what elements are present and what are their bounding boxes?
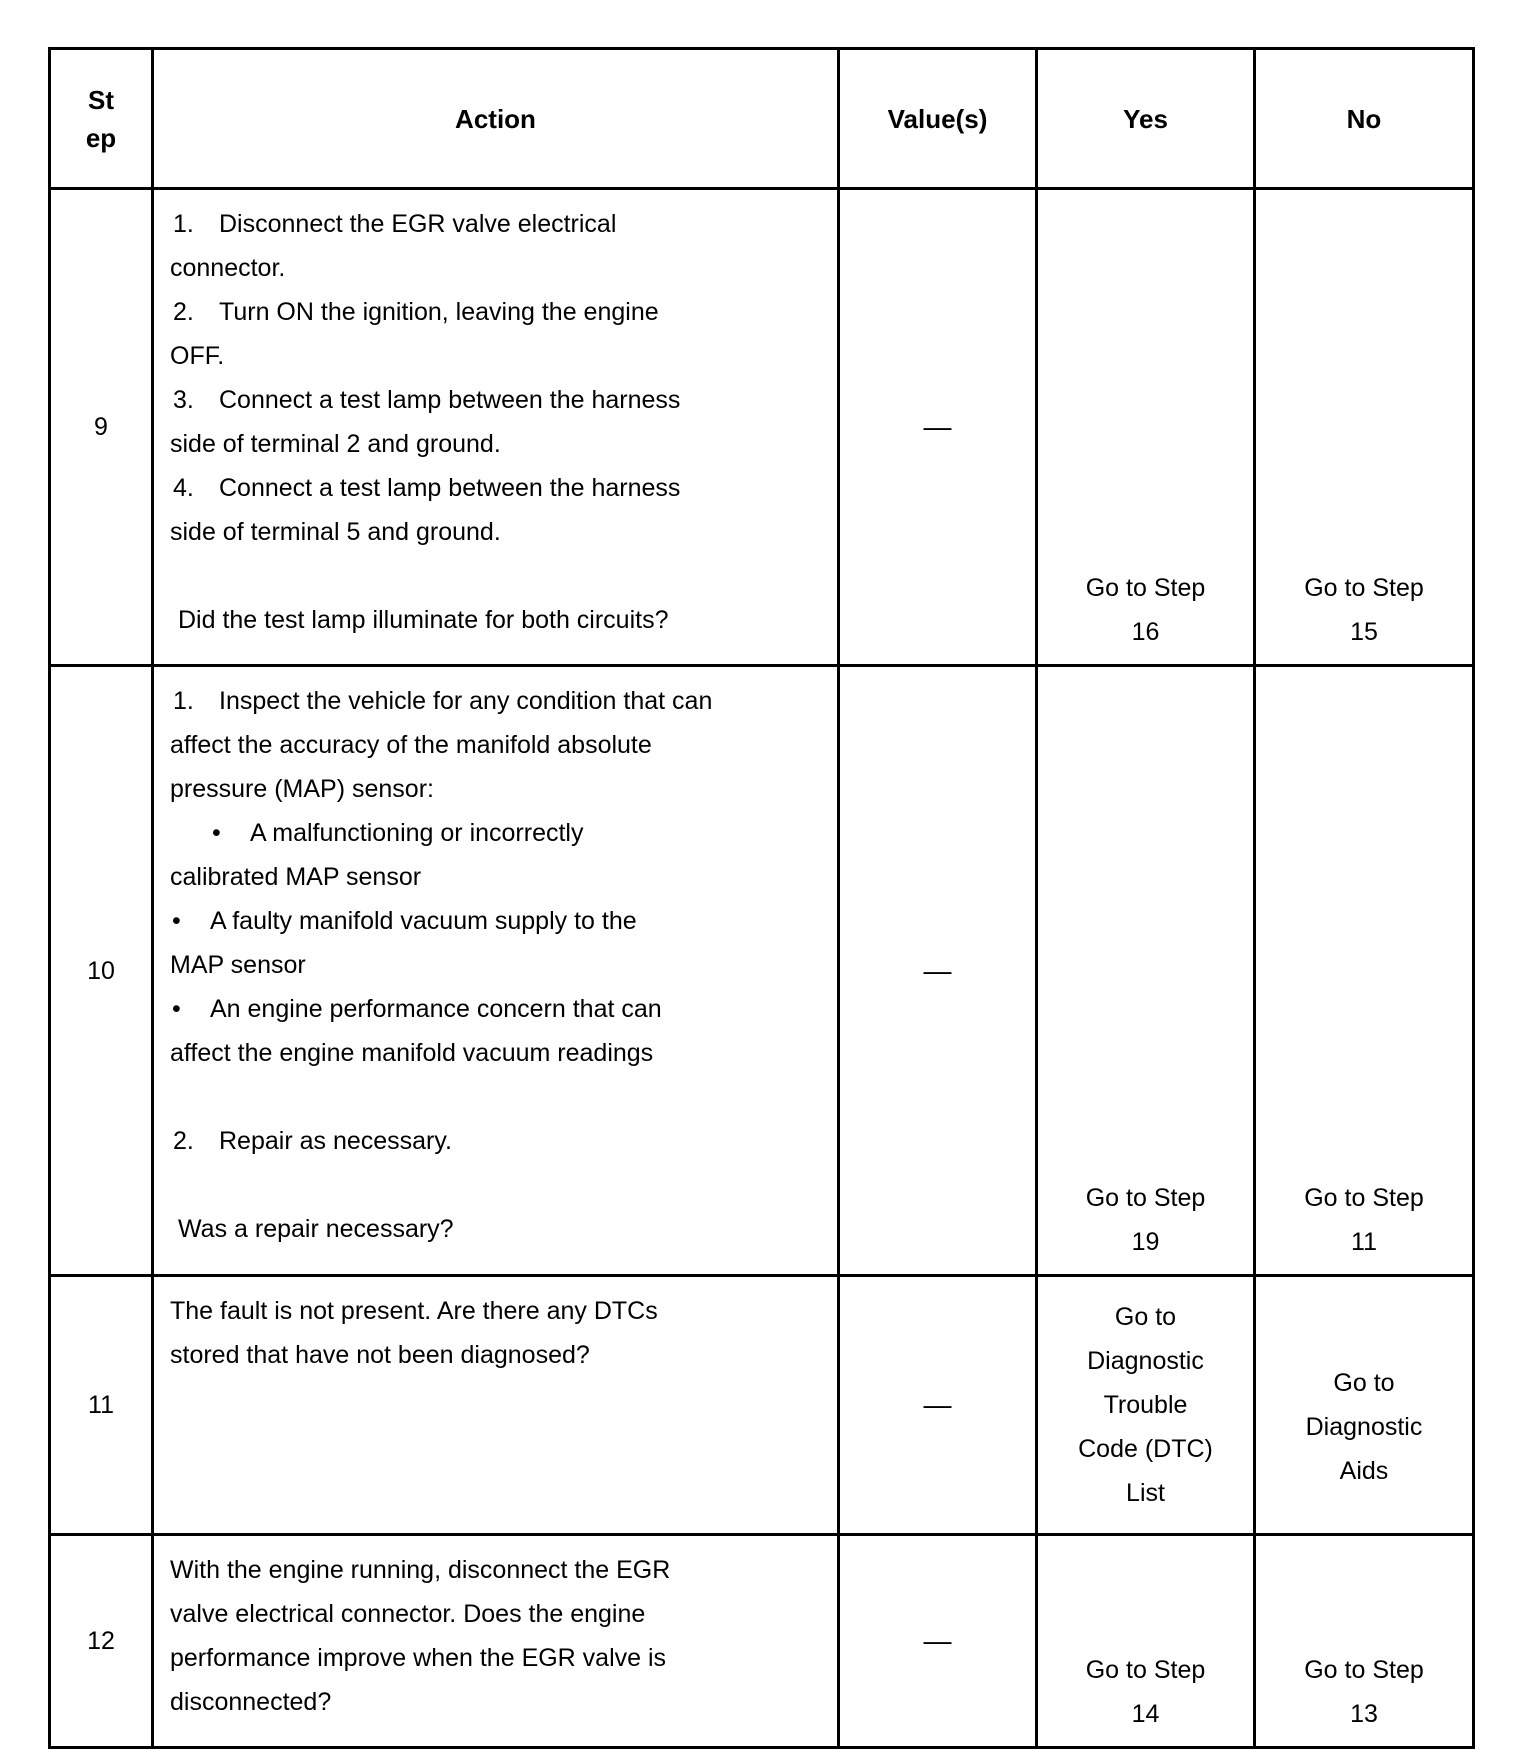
action-question: Did the test lamp illuminate for both circuits? xyxy=(178,606,669,634)
table-row-step-9 xyxy=(50,189,1474,666)
action-text-line: The fault is not present. Are there any DTCs xyxy=(170,1297,658,1325)
value-cell: — xyxy=(839,189,1037,666)
value-cell: — xyxy=(839,1535,1037,1748)
bullet-line: • An engine performance concern that can xyxy=(172,995,662,1023)
action-item-line: 1. Disconnect the EGR valve electrical xyxy=(173,210,617,238)
bullet-line: MAP sensor xyxy=(170,951,306,979)
bullet-line: affect the engine manifold vacuum readings xyxy=(170,1039,654,1067)
action-item-line: side of terminal 5 and ground. xyxy=(170,518,501,546)
table-row-step-12 xyxy=(50,1535,1474,1748)
step-number: 11 xyxy=(50,1276,153,1535)
action-cell xyxy=(153,1276,839,1535)
action-item-line: 3. Connect a test lamp between the harness xyxy=(173,386,681,414)
yes-line: 19 xyxy=(1131,1228,1160,1256)
yes-line: Go to Step xyxy=(1085,1656,1206,1684)
value-cell: — xyxy=(839,666,1037,1276)
yes-line: Go to Step xyxy=(1085,1184,1206,1212)
action-item-line: connector. xyxy=(170,254,286,282)
table-row-step-11 xyxy=(50,1276,1474,1535)
action-item-line: 2. Turn ON the ignition, leaving the engine xyxy=(173,298,659,326)
no-line: 13 xyxy=(1350,1700,1378,1728)
no-cell xyxy=(1255,1276,1474,1535)
yes-cell xyxy=(1037,1276,1255,1535)
action-cell xyxy=(153,1535,839,1748)
action-question: Was a repair necessary? xyxy=(178,1215,454,1243)
action-text-line: disconnected? xyxy=(170,1688,332,1716)
yes-line: Go to Step xyxy=(1085,574,1206,602)
header-step-line2: ep xyxy=(85,122,117,153)
diagnostic-table xyxy=(48,47,1475,1749)
bullet-line: • A faulty manifold vacuum supply to the xyxy=(172,907,637,935)
header-action: Action xyxy=(153,49,839,189)
yes-line: Code (DTC) xyxy=(1078,1435,1213,1463)
step-number: 9 xyxy=(50,189,153,666)
header-yes: Yes xyxy=(1037,49,1255,189)
no-line: Diagnostic xyxy=(1305,1413,1423,1441)
yes-line: List xyxy=(1126,1479,1165,1507)
no-line: Go to Step xyxy=(1304,574,1424,602)
yes-line: 14 xyxy=(1131,1700,1160,1728)
value-cell: — xyxy=(839,1276,1037,1535)
action-item-line: affect the accuracy of the manifold absolute xyxy=(170,731,652,759)
yes-cell xyxy=(1037,666,1255,1276)
action-cell xyxy=(153,666,839,1276)
bullet-line: • A malfunctioning or incorrectly xyxy=(212,819,584,847)
header-row xyxy=(50,49,1474,189)
action-text-line: valve electrical connector. Does the engine xyxy=(170,1600,646,1628)
yes-line: 16 xyxy=(1131,618,1160,646)
table-row-step-10 xyxy=(50,666,1474,1276)
step-number: 12 xyxy=(50,1535,153,1748)
action-text-line: performance improve when the EGR valve is xyxy=(170,1644,667,1672)
action-text-line: stored that have not been diagnosed? xyxy=(170,1341,590,1369)
action-text-line: With the engine running, disconnect the EGR xyxy=(170,1556,671,1584)
no-cell xyxy=(1255,1535,1474,1748)
action-item-line: OFF. xyxy=(170,342,225,370)
action-item-line: 2. Repair as necessary. xyxy=(173,1127,452,1155)
no-line: Go to Step xyxy=(1304,1184,1424,1212)
header-values: Value(s) xyxy=(839,49,1037,189)
yes-line: Go to xyxy=(1114,1303,1177,1331)
yes-cell xyxy=(1037,189,1255,666)
bullet-line: calibrated MAP sensor xyxy=(170,863,422,891)
yes-cell xyxy=(1037,1535,1255,1748)
action-item-line: 1. Inspect the vehicle for any condition that can xyxy=(173,687,713,715)
action-item-line: side of terminal 2 and ground. xyxy=(170,430,501,458)
no-line: 11 xyxy=(1351,1228,1377,1256)
step-number: 10 xyxy=(50,666,153,1276)
header-step xyxy=(50,49,153,189)
no-line: Go to xyxy=(1333,1369,1395,1397)
no-line: Aids xyxy=(1339,1457,1389,1485)
no-line: 15 xyxy=(1350,618,1378,646)
action-item-line: pressure (MAP) sensor: xyxy=(170,775,434,803)
yes-line: Trouble xyxy=(1103,1391,1188,1419)
no-line: Go to Step xyxy=(1304,1656,1424,1684)
action-item-line: 4. Connect a test lamp between the harness xyxy=(173,474,681,502)
no-cell xyxy=(1255,189,1474,666)
action-cell xyxy=(153,189,839,666)
yes-line: Diagnostic xyxy=(1087,1347,1204,1375)
no-cell xyxy=(1255,666,1474,1276)
header-step-line1: St xyxy=(88,84,114,115)
header-no: No xyxy=(1255,49,1474,189)
